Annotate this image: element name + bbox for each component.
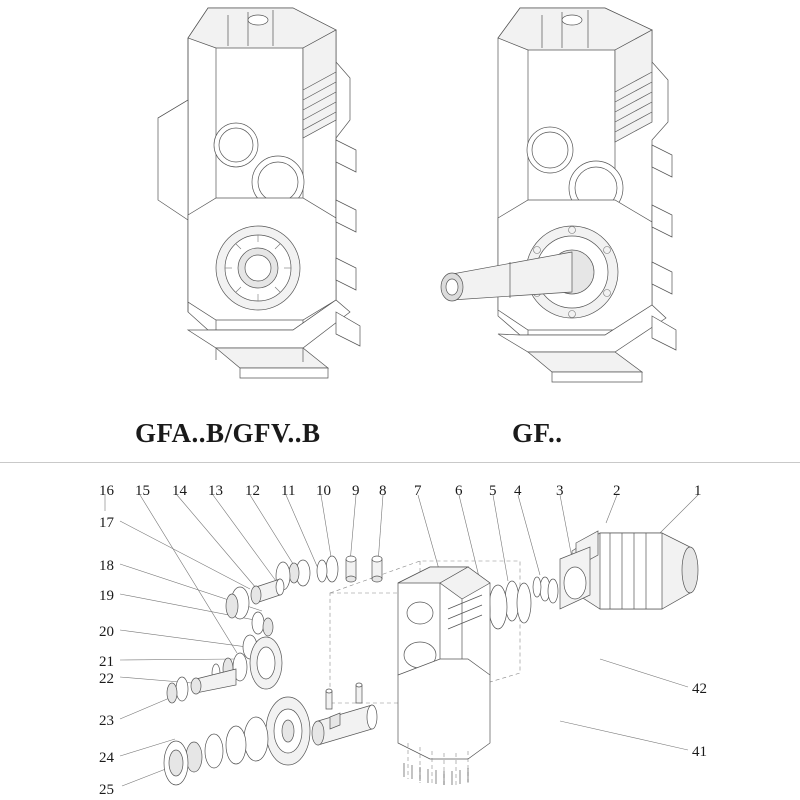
callout-15: 15 [135,483,150,499]
right-gearbox-drawing [400,0,720,400]
exploded-view-section [0,463,800,800]
callout-23: 23 [99,713,114,729]
callout-20: 20 [99,624,114,640]
callout-1: 1 [694,483,702,499]
callout-9: 9 [352,483,360,499]
callout-6: 6 [455,483,463,499]
callout-41: 41 [692,744,707,760]
callout-10: 10 [316,483,331,499]
callout-18: 18 [99,558,114,574]
left-figure-caption: GFA..B/GFV..B [135,418,321,448]
callout-12: 12 [245,483,260,499]
callout-24: 24 [99,750,114,766]
callout-19: 19 [99,588,114,604]
left-gearbox-drawing [88,0,388,400]
callout-5: 5 [489,483,497,499]
exploded-view-drawing [0,463,800,800]
callout-8: 8 [379,483,387,499]
callout-2: 2 [613,483,621,499]
callout-7: 7 [414,483,422,499]
callout-21: 21 [99,654,114,670]
callout-11: 11 [281,483,296,499]
callout-22: 22 [99,671,114,687]
callout-14: 14 [172,483,187,499]
callout-25: 25 [99,782,114,798]
callout-4: 4 [514,483,522,499]
right-figure-caption: GF.. [512,418,563,448]
callout-17: 17 [99,515,114,531]
callout-16: 16 [99,483,114,499]
callout-13: 13 [208,483,223,499]
callout-42: 42 [692,681,707,697]
callout-3: 3 [556,483,564,499]
